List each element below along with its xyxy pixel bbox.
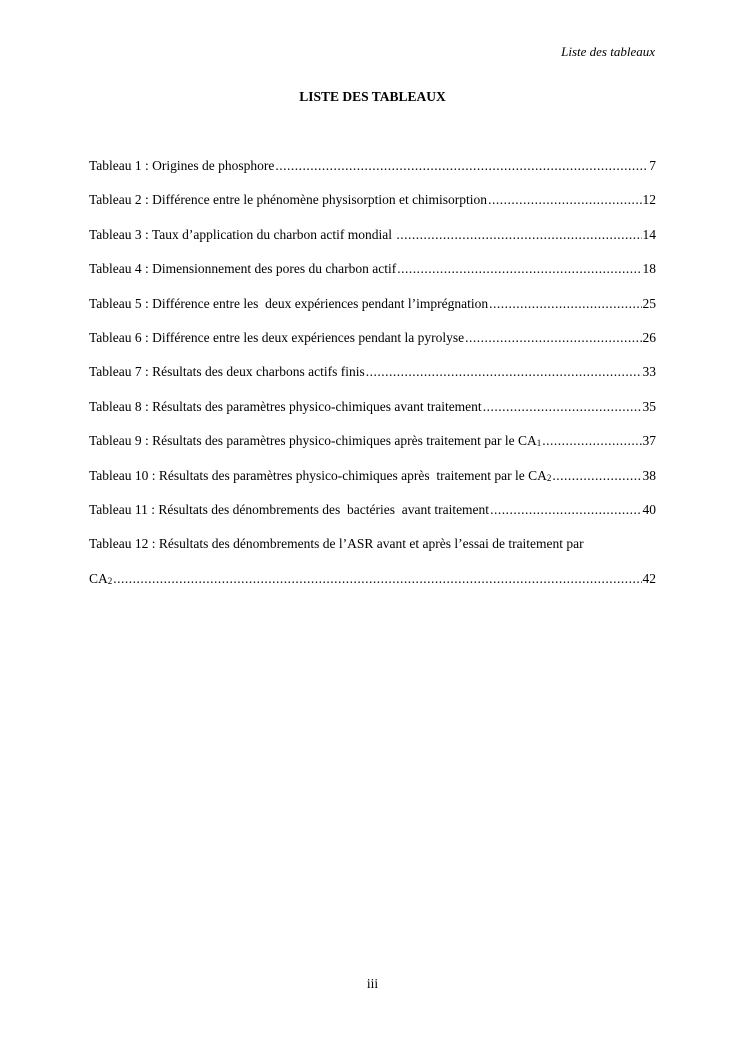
toc-entry[interactable] xyxy=(89,361,656,383)
dot-leader xyxy=(483,396,642,418)
toc-entry[interactable] xyxy=(89,465,656,487)
toc-entry-page: 12 xyxy=(642,192,656,208)
page-title: LISTE DES TABLEAUX xyxy=(299,89,446,104)
toc-entry[interactable] xyxy=(89,396,656,418)
toc-entry-label: Tableau 4 : Dimensionnement des pores du charbon actif xyxy=(89,261,397,277)
toc-entry-label: Tableau 12 : Résultats des dénombrements de l’ASR avant et après l’essai de traitement par xyxy=(89,536,584,552)
toc-entry-label xyxy=(89,568,112,590)
toc-entry[interactable] xyxy=(89,430,656,452)
running-header: Liste des tableaux xyxy=(561,44,655,59)
toc-entry-label: Tableau 3 : Taux d’application du charbon actif mondial xyxy=(89,226,396,242)
dot-leader xyxy=(552,465,641,487)
toc-entry[interactable] xyxy=(89,499,656,521)
toc-entry-continuation[interactable] xyxy=(89,568,656,590)
toc-entry-page: 18 xyxy=(642,261,656,277)
toc-entry-label: Tableau 1 : Origines de phosphore xyxy=(89,158,275,173)
dot-leader xyxy=(490,499,641,521)
dot-leader xyxy=(542,430,641,452)
toc-entry-page: 40 xyxy=(642,501,656,517)
toc-entry-page: 42 xyxy=(642,570,656,586)
toc-entry[interactable] xyxy=(89,533,656,555)
page-number: iii xyxy=(366,976,379,991)
toc-entry[interactable] xyxy=(89,155,656,177)
table-of-tables xyxy=(89,155,656,602)
dot-leader xyxy=(366,361,642,383)
dot-leader xyxy=(465,327,641,349)
toc-entry-label: Tableau 6 : Différence entre les deux expériences pendant la pyrolyse xyxy=(89,329,465,345)
toc-entry-label: Tableau 2 : Différence entre le phénomène physisorption et chimisorption xyxy=(89,192,488,208)
toc-entry-label xyxy=(89,465,551,487)
toc-entry-page: 14 xyxy=(642,226,656,242)
dot-leader xyxy=(113,568,641,590)
toc-entry[interactable] xyxy=(89,258,656,280)
dot-leader xyxy=(275,155,648,177)
toc-entry-label: Tableau 11 : Résultats des dénombrements des bactéries avant traitement xyxy=(89,501,490,517)
dot-leader xyxy=(489,293,641,315)
dot-leader xyxy=(396,224,641,246)
subscript: 1 xyxy=(536,438,542,449)
toc-entry[interactable] xyxy=(89,327,656,349)
subscript: 2 xyxy=(546,472,552,483)
toc-entry-label: Tableau 7 : Résultats des deux charbons actifs finis xyxy=(89,364,365,380)
toc-entry-label: Tableau 5 : Différence entre les deux expériences pendant l’imprégnation xyxy=(89,295,489,311)
toc-entry[interactable] xyxy=(89,189,656,211)
toc-entry-label-text: Tableau 9 : Résultats des paramètres physico-chimiques après traitement par le CA xyxy=(89,433,537,449)
toc-entry[interactable] xyxy=(89,224,656,246)
toc-entry-page: 26 xyxy=(642,329,656,345)
toc-entry-page: 35 xyxy=(642,398,656,414)
toc-entry[interactable] xyxy=(89,293,656,315)
subscript: 2 xyxy=(107,575,113,586)
toc-entry-label-text: Tableau 10 : Résultats des paramètres physico-chimiques après traitement par le CA xyxy=(89,467,547,483)
toc-entry-label: Tableau 8 : Résultats des paramètres physico-chimiques avant traitement xyxy=(89,398,482,414)
dot-leader xyxy=(397,258,641,280)
toc-entry-page: 33 xyxy=(642,364,656,380)
toc-entry-label-text: CA xyxy=(89,570,108,586)
toc-entry-page: 38 xyxy=(642,467,656,483)
toc-entry-page: 25 xyxy=(642,295,656,311)
toc-entry-page: 7 xyxy=(649,158,656,173)
dot-leader xyxy=(488,189,641,211)
toc-entry-page: 37 xyxy=(642,433,656,449)
toc-entry-label xyxy=(89,430,541,452)
